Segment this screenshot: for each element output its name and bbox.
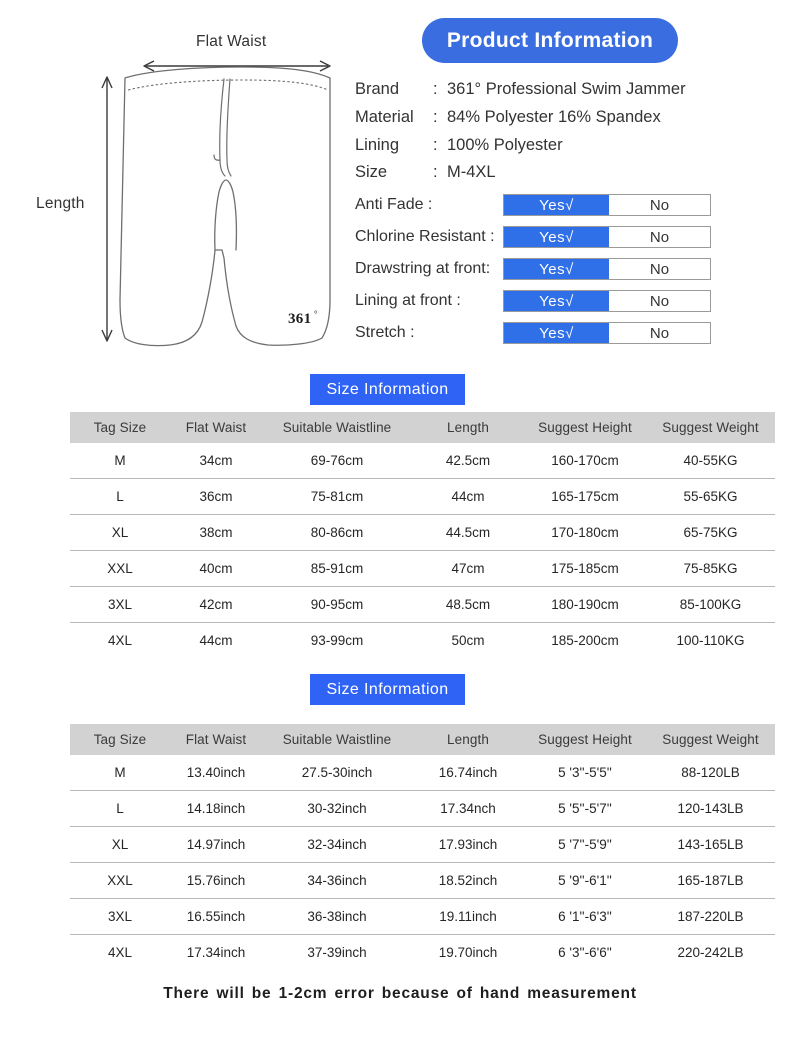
feature-label-stretch: Stretch : bbox=[355, 324, 415, 341]
cell-suitable-waistline: 85-91cm bbox=[262, 551, 412, 587]
table-header-row bbox=[70, 724, 775, 755]
feature-yes-option-lining-at-front[interactable]: Yes√ bbox=[504, 291, 609, 311]
cell-suggest-weight: 165-187LB bbox=[646, 863, 775, 899]
cell-suggest-weight: 85-100KG bbox=[646, 587, 775, 623]
cell-tag-size: L bbox=[70, 479, 170, 515]
cell-tag-size: XL bbox=[70, 827, 170, 863]
cell-suggest-height: 160-170cm bbox=[524, 443, 646, 479]
column-header-suggest-height: Suggest Height bbox=[524, 724, 646, 755]
cell-tag-size: 3XL bbox=[70, 587, 170, 623]
cell-tag-size: 3XL bbox=[70, 899, 170, 935]
svg-text:°: ° bbox=[314, 309, 318, 319]
cell-suggest-weight: 65-75KG bbox=[646, 515, 775, 551]
cell-suggest-weight: 75-85KG bbox=[646, 551, 775, 587]
spec-colon-lining: : bbox=[433, 136, 438, 154]
feature-label-drawstring-at-front: Drawstring at front: bbox=[355, 260, 491, 277]
cell-flat-waist: 13.40inch bbox=[170, 755, 262, 791]
cell-length: 18.52inch bbox=[412, 863, 524, 899]
cell-suggest-height: 6 '3''-6'6'' bbox=[558, 945, 612, 960]
feature-row-stretch bbox=[355, 321, 711, 345]
spec-key-material: Material bbox=[355, 108, 414, 126]
spec-value-size: M-4XL bbox=[447, 163, 496, 181]
cell-suggest-weight: 100-110KG bbox=[676, 633, 745, 648]
table-row bbox=[70, 935, 775, 971]
flat-waist-dimension-label: Flat Waist bbox=[196, 33, 267, 50]
cell-suitable-waistline: 75-81cm bbox=[262, 479, 412, 515]
cell-suggest-height: 5 '5''-5'7'' bbox=[524, 791, 646, 827]
spec-key-lining: Lining bbox=[355, 136, 400, 154]
cell-length: 44cm bbox=[412, 479, 524, 515]
feature-toggle-lining-at-front[interactable] bbox=[503, 290, 711, 312]
table-row bbox=[70, 515, 775, 551]
cell-suitable-waistline: 27.5-30inch bbox=[262, 755, 412, 791]
product-diagram bbox=[0, 0, 350, 370]
spec-value-lining: 100% Polyester bbox=[447, 136, 563, 154]
spec-row-material bbox=[355, 108, 661, 127]
spec-row-brand bbox=[355, 80, 686, 99]
column-header-flat-waist: Flat Waist bbox=[170, 724, 262, 755]
cell-suggest-weight: 143-165LB bbox=[646, 827, 775, 863]
cell-suggest-height: 185-200cm bbox=[551, 633, 619, 648]
column-header-length: Length bbox=[412, 412, 524, 443]
feature-row-anti-fade bbox=[355, 193, 711, 217]
cell-length: 17.93inch bbox=[412, 827, 524, 863]
spec-colon-size: : bbox=[433, 163, 438, 181]
table-row bbox=[70, 443, 775, 479]
jammer-illustration bbox=[0, 0, 350, 370]
table-row bbox=[70, 791, 775, 827]
cell-length: 16.74inch bbox=[412, 755, 524, 791]
spec-row-size bbox=[355, 163, 496, 182]
cell-suitable-waistline: 37-39inch bbox=[307, 945, 367, 960]
cell-length: 44.5cm bbox=[412, 515, 524, 551]
feature-toggle-chlorine-resistant[interactable] bbox=[503, 226, 711, 248]
feature-row-lining-at-front bbox=[355, 289, 711, 313]
size-information-button-cm[interactable]: Size Information bbox=[310, 374, 465, 405]
column-header-suitable-waistline: Suitable Waistline bbox=[262, 412, 412, 443]
feature-toggle-stretch[interactable] bbox=[503, 322, 711, 344]
product-information-title-pill: Product Information bbox=[422, 18, 678, 63]
feature-row-drawstring-at-front bbox=[355, 257, 711, 281]
cell-suitable-waistline: 34-36inch bbox=[262, 863, 412, 899]
cell-suggest-weight: 40-55KG bbox=[646, 443, 775, 479]
table-header-row bbox=[70, 412, 775, 443]
spec-value-brand: 361° Professional Swim Jammer bbox=[447, 80, 686, 98]
column-header-suitable-waistline: Suitable Waistline bbox=[262, 724, 412, 755]
cell-suggest-height: 165-175cm bbox=[524, 479, 646, 515]
feature-toggle-anti-fade[interactable] bbox=[503, 194, 711, 216]
table-row bbox=[70, 479, 775, 515]
svg-text:361: 361 bbox=[288, 311, 312, 327]
feature-yes-option-drawstring-at-front[interactable]: Yes√ bbox=[504, 259, 609, 279]
column-header-length: Length bbox=[412, 724, 524, 755]
cell-suggest-height: 5 '3''-5'5'' bbox=[524, 755, 646, 791]
cell-tag-size: M bbox=[70, 443, 170, 479]
feature-label-chlorine-resistant: Chlorine Resistant : bbox=[355, 228, 495, 245]
feature-no-option-drawstring-at-front[interactable]: No bbox=[609, 259, 710, 279]
cell-flat-waist: 44cm bbox=[199, 633, 233, 648]
cell-suggest-height: 5 '9''-6'1'' bbox=[524, 863, 646, 899]
table-row bbox=[70, 755, 775, 791]
cell-suggest-weight: 220-242LB bbox=[677, 945, 744, 960]
cell-suggest-height: 6 '1''-6'3'' bbox=[524, 899, 646, 935]
cell-flat-waist: 40cm bbox=[170, 551, 262, 587]
cell-tag-size: XXL bbox=[70, 551, 170, 587]
cell-tag-size: 4XL bbox=[107, 633, 133, 648]
cell-suitable-waistline: 80-86cm bbox=[262, 515, 412, 551]
table-row bbox=[70, 551, 775, 587]
table-row bbox=[70, 623, 775, 659]
cell-tag-size: 4XL bbox=[107, 945, 133, 960]
feature-no-option-stretch[interactable]: No bbox=[609, 323, 710, 343]
cell-flat-waist: 14.97inch bbox=[170, 827, 262, 863]
cell-suitable-waistline: 30-32inch bbox=[262, 791, 412, 827]
size-table-cm bbox=[70, 412, 775, 658]
spec-key-brand: Brand bbox=[355, 80, 400, 98]
column-header-tag-size: Tag Size bbox=[70, 724, 170, 755]
cell-length: 17.34nch bbox=[412, 791, 524, 827]
size-table-inch bbox=[70, 724, 775, 970]
cell-suggest-weight: 120-143LB bbox=[646, 791, 775, 827]
cell-length: 48.5cm bbox=[412, 587, 524, 623]
cell-length: 19.11inch bbox=[412, 899, 524, 935]
feature-yes-option-stretch[interactable]: Yes√ bbox=[504, 323, 609, 343]
cell-flat-waist: 14.18inch bbox=[170, 791, 262, 827]
cell-tag-size: XXL bbox=[70, 863, 170, 899]
cell-suggest-height: 180-190cm bbox=[524, 587, 646, 623]
cell-flat-waist: 16.55inch bbox=[170, 899, 262, 935]
cell-suitable-waistline: 36-38inch bbox=[262, 899, 412, 935]
table-row bbox=[70, 827, 775, 863]
feature-row-chlorine-resistant bbox=[355, 225, 711, 249]
cell-flat-waist: 42cm bbox=[170, 587, 262, 623]
spec-key-size: Size bbox=[355, 163, 388, 181]
column-header-suggest-height: Suggest Height bbox=[524, 412, 646, 443]
cell-suggest-weight: 55-65KG bbox=[646, 479, 775, 515]
cell-flat-waist: 36cm bbox=[170, 479, 262, 515]
cell-flat-waist: 17.34inch bbox=[186, 945, 246, 960]
cell-suitable-waistline: 90-95cm bbox=[262, 587, 412, 623]
feature-yes-option-anti-fade[interactable]: Yes√ bbox=[504, 195, 609, 215]
spec-colon-material: : bbox=[433, 108, 438, 126]
cell-suggest-height: 170-180cm bbox=[524, 515, 646, 551]
cell-length: 47cm bbox=[412, 551, 524, 587]
cell-suitable-waistline: 69-76cm bbox=[262, 443, 412, 479]
column-header-flat-waist: Flat Waist bbox=[170, 412, 262, 443]
cell-tag-size: XL bbox=[70, 515, 170, 551]
feature-label-anti-fade: Anti Fade : bbox=[355, 196, 433, 213]
cell-length: 50cm bbox=[451, 633, 485, 648]
feature-no-option-chlorine-resistant[interactable]: No bbox=[609, 227, 710, 247]
feature-label-lining-at-front: Lining at front : bbox=[355, 292, 461, 309]
size-information-button-inch[interactable]: Size Information bbox=[310, 674, 465, 705]
cell-suggest-weight: 187-220LB bbox=[646, 899, 775, 935]
cell-suggest-height: 175-185cm bbox=[524, 551, 646, 587]
feature-toggle-drawstring-at-front[interactable] bbox=[503, 258, 711, 280]
cell-suggest-height: 5 '7''-5'9'' bbox=[524, 827, 646, 863]
column-header-suggest-weight: Suggest Weight bbox=[646, 412, 775, 443]
length-dimension-arrow bbox=[102, 77, 112, 341]
jammer-outline bbox=[120, 67, 330, 346]
feature-no-option-anti-fade[interactable]: No bbox=[609, 195, 710, 215]
cell-length: 42.5cm bbox=[412, 443, 524, 479]
feature-yes-option-chlorine-resistant[interactable]: Yes√ bbox=[504, 227, 609, 247]
cell-suggest-weight: 88-120LB bbox=[646, 755, 775, 791]
column-header-tag-size: Tag Size bbox=[70, 412, 170, 443]
product-information-panel bbox=[350, 0, 800, 370]
cell-tag-size: M bbox=[70, 755, 170, 791]
cell-length: 19.70inch bbox=[438, 945, 498, 960]
table-row bbox=[70, 863, 775, 899]
length-dimension-label: Length bbox=[36, 195, 85, 212]
cell-flat-waist: 34cm bbox=[170, 443, 262, 479]
measurement-error-note: There will be 1-2cm error because of hand measurement bbox=[163, 985, 637, 1002]
feature-no-option-lining-at-front[interactable]: No bbox=[609, 291, 710, 311]
cell-flat-waist: 15.76inch bbox=[170, 863, 262, 899]
cell-flat-waist: 38cm bbox=[170, 515, 262, 551]
cell-suitable-waistline: 32-34inch bbox=[262, 827, 412, 863]
table-row bbox=[70, 899, 775, 935]
spec-row-lining bbox=[355, 136, 563, 155]
table-row bbox=[70, 587, 775, 623]
cell-suitable-waistline: 93-99cm bbox=[310, 633, 364, 648]
column-header-suggest-weight: Suggest Weight bbox=[646, 724, 775, 755]
spec-value-material: 84% Polyester 16% Spandex bbox=[447, 108, 661, 126]
cell-tag-size: L bbox=[70, 791, 170, 827]
spec-colon-brand: : bbox=[433, 80, 438, 98]
